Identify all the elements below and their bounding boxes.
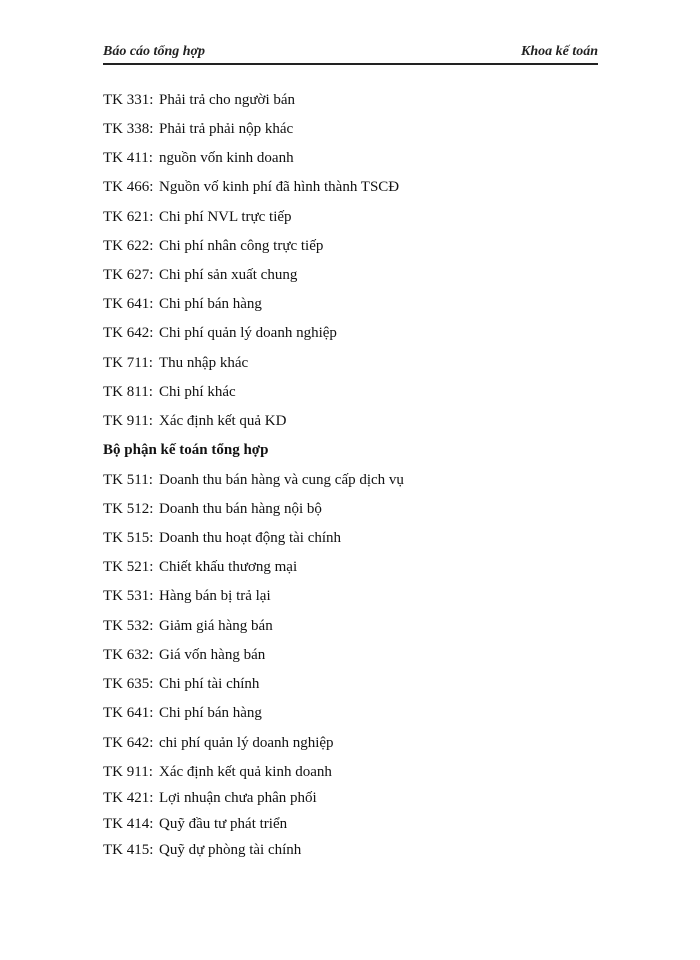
account-description: chi phí quản lý doanh nghiệp <box>159 735 334 751</box>
account-code: TK 635: <box>103 676 154 692</box>
account-description: Thu nhập khác <box>159 355 249 371</box>
account-description: Phải trả cho người bán <box>159 92 296 108</box>
account-line <box>103 266 297 284</box>
account-line <box>103 324 337 342</box>
account-description: Quỹ dự phòng tài chính <box>159 842 302 858</box>
account-line <box>103 558 297 576</box>
account-line <box>103 120 293 138</box>
account-line <box>103 471 404 489</box>
account-description: Chi phí khác <box>159 384 236 400</box>
account-description: Hàng bán bị trả lại <box>159 588 271 604</box>
account-code: TK 621: <box>103 209 154 225</box>
account-code: TK 338: <box>103 121 154 137</box>
header-department: Khoa kế toán <box>520 44 598 59</box>
account-line <box>103 295 262 313</box>
account-line <box>103 646 265 664</box>
account-description: Doanh thu bán hàng nội bộ <box>159 501 322 517</box>
account-code: TK 466: <box>103 179 154 195</box>
account-code: TK 415: <box>103 842 154 858</box>
account-description: Lợi nhuận chưa phân phối <box>159 790 317 806</box>
account-code: TK 411: <box>103 150 153 166</box>
account-code: TK 331: <box>103 92 154 108</box>
account-description: Giảm giá hàng bán <box>159 618 273 634</box>
account-code: TK 911: <box>103 413 153 429</box>
account-line <box>103 675 259 693</box>
account-description: Chi phí nhân công trực tiếp <box>159 238 324 254</box>
account-description: Doanh thu hoạt động tài chính <box>159 530 342 546</box>
account-description: Chiết khấu thương mại <box>159 559 298 575</box>
account-code: TK 521: <box>103 559 154 575</box>
account-line <box>103 815 287 833</box>
account-code: TK 511: <box>103 472 153 488</box>
account-code: TK 632: <box>103 647 154 663</box>
account-line <box>103 383 236 401</box>
account-code: TK 414: <box>103 816 154 832</box>
account-code: TK 641: <box>103 705 154 721</box>
account-code: TK 642: <box>103 735 154 751</box>
account-code: TK 642: <box>103 325 154 341</box>
account-description: Quỹ đầu tư phát triển <box>159 816 288 832</box>
account-code: TK 711: <box>103 355 153 371</box>
account-description: Chi phí sản xuất chung <box>159 267 298 283</box>
account-description: Chi phí tài chính <box>159 676 260 692</box>
account-code: TK 421: <box>103 790 154 806</box>
account-description: Chi phí bán hàng <box>159 296 262 312</box>
account-description: Doanh thu bán hàng và cung cấp dịch vụ <box>159 472 404 488</box>
account-description: Xác định kết quả kinh doanh <box>159 764 332 780</box>
account-line <box>103 734 334 752</box>
account-description: Xác định kết quả KD <box>159 413 287 429</box>
account-description: Chi phí quản lý doanh nghiệp <box>159 325 337 341</box>
account-code: TK 811: <box>103 384 153 400</box>
header-divider <box>103 63 598 65</box>
account-code: TK 532: <box>103 618 154 634</box>
account-line <box>103 617 273 635</box>
account-code: TK 911: <box>103 764 153 780</box>
page-header <box>103 44 598 64</box>
account-code: TK 515: <box>103 530 154 546</box>
account-line <box>103 789 317 807</box>
account-line <box>103 208 292 226</box>
account-line <box>103 149 294 167</box>
account-line <box>103 704 262 722</box>
account-line <box>103 354 248 372</box>
account-description: Nguồn vố kinh phí đã hình thành TSCĐ <box>159 179 400 195</box>
account-code: TK 512: <box>103 501 154 517</box>
account-description: nguồn vốn kinh doanh <box>159 150 294 166</box>
account-code: TK 531: <box>103 588 154 604</box>
account-description: Chi phí bán hàng <box>159 705 262 721</box>
account-line <box>103 237 323 255</box>
account-description: Phải trả phải nộp khác <box>159 121 294 137</box>
account-line <box>103 529 341 547</box>
account-description: Giá vốn hàng bán <box>159 647 266 663</box>
account-line <box>103 841 301 859</box>
header-report-title: Báo cáo tổng hợp <box>103 44 206 59</box>
account-line <box>103 178 399 196</box>
section-heading: Bộ phận kế toán tổng hợp <box>103 442 269 458</box>
account-code: TK 627: <box>103 267 154 283</box>
account-description: Chi phí NVL trực tiếp <box>159 209 292 225</box>
account-line <box>103 91 295 109</box>
account-code: TK 622: <box>103 238 154 254</box>
account-line <box>103 500 322 518</box>
account-line <box>103 763 332 781</box>
account-line <box>103 587 271 605</box>
account-line <box>103 412 286 430</box>
account-code: TK 641: <box>103 296 154 312</box>
